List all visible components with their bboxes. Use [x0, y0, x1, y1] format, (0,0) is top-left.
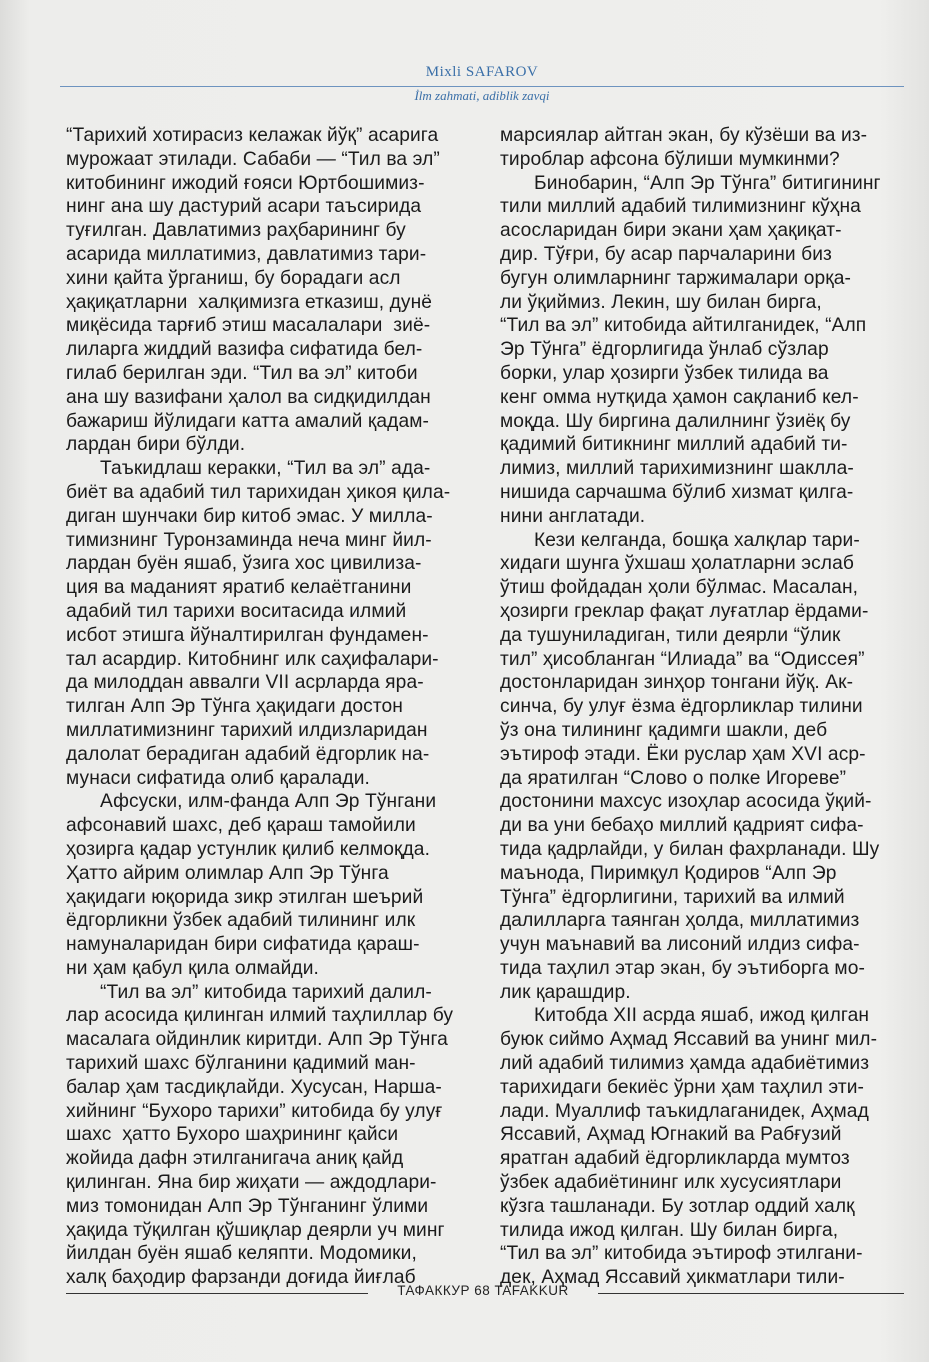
text-line: ҳақида тўқилган қўшиқлар деярли уч минг: [66, 1219, 445, 1241]
text-line: ҳозирга қадар устунлик қилиб келмоқда.: [66, 838, 430, 860]
text-line: “Тарихий хотирасиз келажак йўқ” асарига: [66, 125, 439, 146]
text-line: лик қарашдир.: [500, 981, 631, 1003]
text-line: моқда. Шу биргина далилнинг ўзиёқ бу: [500, 410, 851, 432]
text-line: Афсуски, илм-фанда Алп Эр Тўнгани: [100, 791, 437, 813]
text-line: бажариш йўлидаги катта амалий қадам-: [66, 410, 430, 432]
left-text-column: [66, 124, 472, 1290]
text-line: ди ва уни бебаҳо миллий қадрият сифа-: [500, 815, 864, 837]
text-line: бугун олимларнинг таржималари орқа-: [500, 267, 852, 289]
text-line: шахс ҳатто Бухоро шаҳрининг қайси: [66, 1124, 399, 1146]
text-line: Бинобарин, “Алп Эр Тўнга” битигининг: [534, 172, 881, 194]
text-line: тироблар афсона бўлиши мумкинми?: [500, 148, 840, 170]
text-line: лимиз, миллий тарихимизнинг шаклла-: [500, 458, 854, 480]
text-line: гилаб берилган эди. “Тил ва эл” китоби: [66, 362, 418, 384]
text-line: тарихий шахс бўлганини қадимий ман-: [66, 1053, 416, 1075]
text-line: туғилган. Давлатимиз раҳбарининг бу: [66, 220, 406, 242]
text-line: китобининг ижодий ғояси Юртбошимиз-: [66, 172, 425, 194]
text-line: лади. Муаллиф таъкидлаганидек, Аҳмад: [500, 1100, 869, 1122]
text-line: адабий тил тарихи воситасида илмий: [66, 600, 407, 622]
text-line: маънода, Пиримқул Қодиров “Алп Эр: [500, 862, 837, 884]
text-line: кўзга ташланади. Бу зотлар оддий халқ: [500, 1195, 855, 1217]
text-line: ёдгорликни ўзбек адабий тилининг илк: [66, 910, 416, 932]
text-line: лар асосида қилинган илмий таҳлиллар бу: [66, 1005, 454, 1027]
text-line: нишида сарчашма бўлиб хизмат қилга-: [500, 481, 854, 503]
text-line: йилдан буён яшаб келяпти. Модомики,: [66, 1243, 417, 1265]
text-line: Яссавий, Аҳмад Югнакий ва Рабғузий: [500, 1124, 842, 1146]
text-line: кенг омма нутқида ҳамон сақланиб кел-: [500, 386, 859, 408]
text-line: хини қайта ўрганиш, бу борадаги асл: [66, 267, 401, 289]
text-line: асарида миллатимиз, давлатимиз тари-: [66, 243, 427, 265]
text-line: ҳақиқатларни халқимизга етказиш, дунё: [66, 291, 433, 313]
text-line: Таъкидлаш керакки, “Тил ва эл” ада-: [100, 458, 431, 480]
footer-rule-left: [66, 1293, 368, 1294]
text-line: ҳақидаги юқорида зикр этилган шеърий: [66, 886, 424, 908]
text-line: ўзбек адабиётининг илк хусусиятлари: [500, 1172, 842, 1194]
text-line: далолат берадиган адабий ёдгорлик на-: [66, 743, 430, 765]
text-line: тил” ҳисобланган “Илиада” ва “Одиссея”: [500, 648, 865, 670]
header-subtitle: İlm zahmati, adiblik zavqi: [414, 88, 550, 103]
text-line: асосларидан бири экани ҳам ҳақиқат-: [500, 220, 842, 242]
header-rule: [60, 86, 904, 87]
text-line: исбот этишга йўналтирилган фундамен-: [66, 624, 429, 646]
text-line: достонларидан зинҳор тонгани йўқ. Ак-: [500, 672, 854, 694]
text-line: да милоддан аввалги VII асрларда яра-: [66, 672, 424, 694]
text-line: нинг ана шу дастурий асари таъсирида: [66, 196, 422, 218]
text-line: намуналаридан бири сифатида қараш-: [66, 934, 420, 956]
text-line: борки, улар ҳозирги ўзбек тилида ва: [500, 362, 829, 384]
text-line: да тушуниладиган, тили деярли “ўлик: [500, 624, 841, 646]
text-line: ҳозирги греклар фақат луғатлар ёрдами-: [500, 600, 869, 622]
text-line: миллатимизнинг тарихий илдизларидан: [66, 719, 428, 741]
text-line: Китобда XII асрда яшаб, ижод қилган: [534, 1005, 870, 1027]
text-line: ни ҳам қабул қила олмайди.: [66, 957, 319, 979]
text-line: тида таҳлил этар экан, бу эътиборга мо-: [500, 957, 865, 979]
text-line: жойида дафн этилганигача аниқ қайд: [66, 1148, 404, 1170]
footer-page-label: ТАФАККУР 68 TAFAKKUR: [397, 1283, 569, 1298]
text-line: тида қадрлайди, у билан фахрланади. Шу: [500, 838, 880, 860]
text-line: Ҳатто айрим олимлар Алп Эр Тўнга: [66, 862, 389, 884]
header-author: Mixli SAFAROV: [425, 64, 539, 80]
text-line: халқ баҳодир фарзанди доғида йиғлаб: [66, 1267, 416, 1289]
text-line: ўтиш фойдадан ҳоли бўлмас. Масалан,: [500, 577, 859, 599]
text-line: лардан бири бўлди.: [66, 434, 246, 456]
text-line: мурожаат этилади. Сабаби — “Тил ва эл”: [66, 148, 440, 170]
text-line: буюк сиймо Аҳмад Яссавий ва унинг мил-: [500, 1029, 878, 1051]
text-line: биёт ва адабий тил тарихидан ҳикоя қила-: [66, 481, 451, 503]
text-line: тилган Алп Эр Тўнга ҳақидаги достон: [66, 696, 403, 718]
text-line: тили миллий адабий тилимизнинг кўҳна: [500, 196, 861, 218]
text-line: яратган адабий ёдгорликларда мумтоз: [500, 1148, 850, 1170]
text-line: “Тил ва эл” китобида айтилганидек, “Алп: [500, 315, 867, 337]
page-footer: [66, 1283, 904, 1303]
text-line: ли ўқиймиз. Лекин, шу билан бирга,: [500, 291, 822, 313]
text-line: синча, бу улуғ ёзма ёдгорликлар тилини: [500, 696, 863, 718]
text-line: нини англатади.: [500, 505, 646, 527]
text-line: Тўнга” ёдгорлигини, тарихий ва илмий: [500, 886, 845, 908]
text-line: ўз она тилининг қадимги шакли, деб: [500, 719, 828, 741]
text-line: Кези келганда, бошқа халқлар тари-: [534, 529, 860, 551]
text-line: тимизнинг Туронзаминда неча минг йил-: [66, 529, 432, 551]
text-line: лий адабий тилимиз ҳамда адабиётимиз: [500, 1053, 870, 1075]
text-line: хидаги шунга ўхшаш ҳолатларни эслаб: [500, 553, 854, 575]
text-line: миқёсида тарғиб этиш масалалари зиё-: [66, 315, 431, 337]
text-line: эътироф этади. Ёки руслар ҳам XVI аср-: [500, 743, 866, 765]
text-line: қадимий битикнинг миллий адабий ти-: [500, 434, 848, 456]
text-line: тилида ижод қилган. Шу билан бирга,: [500, 1219, 839, 1241]
text-line: достонини махсус изоҳлар асосида ўқий-: [500, 791, 872, 813]
text-line: лиларга жиддий вазифа сифатида бел-: [66, 339, 423, 361]
text-line: диган шунчаки бир китоб эмас. У милла-: [66, 505, 433, 527]
text-line: қилинган. Яна бир жиҳати — аждодлари-: [66, 1172, 437, 1194]
text-line: да яратилган “Слово о полке Игореве”: [500, 767, 847, 789]
text-line: тарихидаги бекиёс ўрни ҳам таҳлил эти-: [500, 1076, 865, 1098]
text-line: мунаси сифатида олиб қаралади.: [66, 767, 370, 789]
text-line: дек, Аҳмад Яссавий ҳикматлари тили-: [500, 1267, 845, 1289]
right-text-column: [500, 124, 904, 1290]
text-line: Эр Тўнга” ёдгорлигида ўнлаб сўзлар: [500, 339, 829, 361]
text-line: афсонавий шахс, деб қараш тамойили: [66, 815, 416, 837]
text-line: хийнинг “Бухоро тарихи” китобида бу улуғ: [66, 1100, 443, 1122]
text-line: “Тил ва эл” китобида эътироф этилгани-: [500, 1243, 863, 1265]
text-line: миз томонидан Алп Эр Тўнганинг ўлими: [66, 1195, 429, 1217]
text-line: лардан буён яшаб, ўзига хос цивилиза-: [66, 553, 422, 575]
text-line: ана шу вазифани ҳалол ва сидқидилдан: [66, 386, 431, 408]
text-line: ция ва маданият яратиб келаётганини: [66, 577, 412, 599]
text-line: марсиялар айтган экан, бу кўзёши ва из-: [500, 125, 868, 146]
text-line: балар ҳам тасдиқлайди. Хусусан, Нарша-: [66, 1076, 442, 1098]
text-line: тал асардир. Китобнинг илк саҳифалари-: [66, 648, 439, 670]
footer-rule-right: [598, 1293, 904, 1294]
text-line: масалага ойдинлик киритди. Алп Эр Тўнга: [66, 1029, 448, 1051]
text-line: учун маънавий ва лисоний илдиз сифа-: [500, 934, 860, 956]
text-line: “Тил ва эл” китобида тарихий далил-: [100, 981, 432, 1003]
text-line: дир. Тўғри, бу асар парчаларини биз: [500, 243, 832, 265]
text-line: далилларга таянган ҳолда, миллатимиз: [500, 910, 860, 932]
